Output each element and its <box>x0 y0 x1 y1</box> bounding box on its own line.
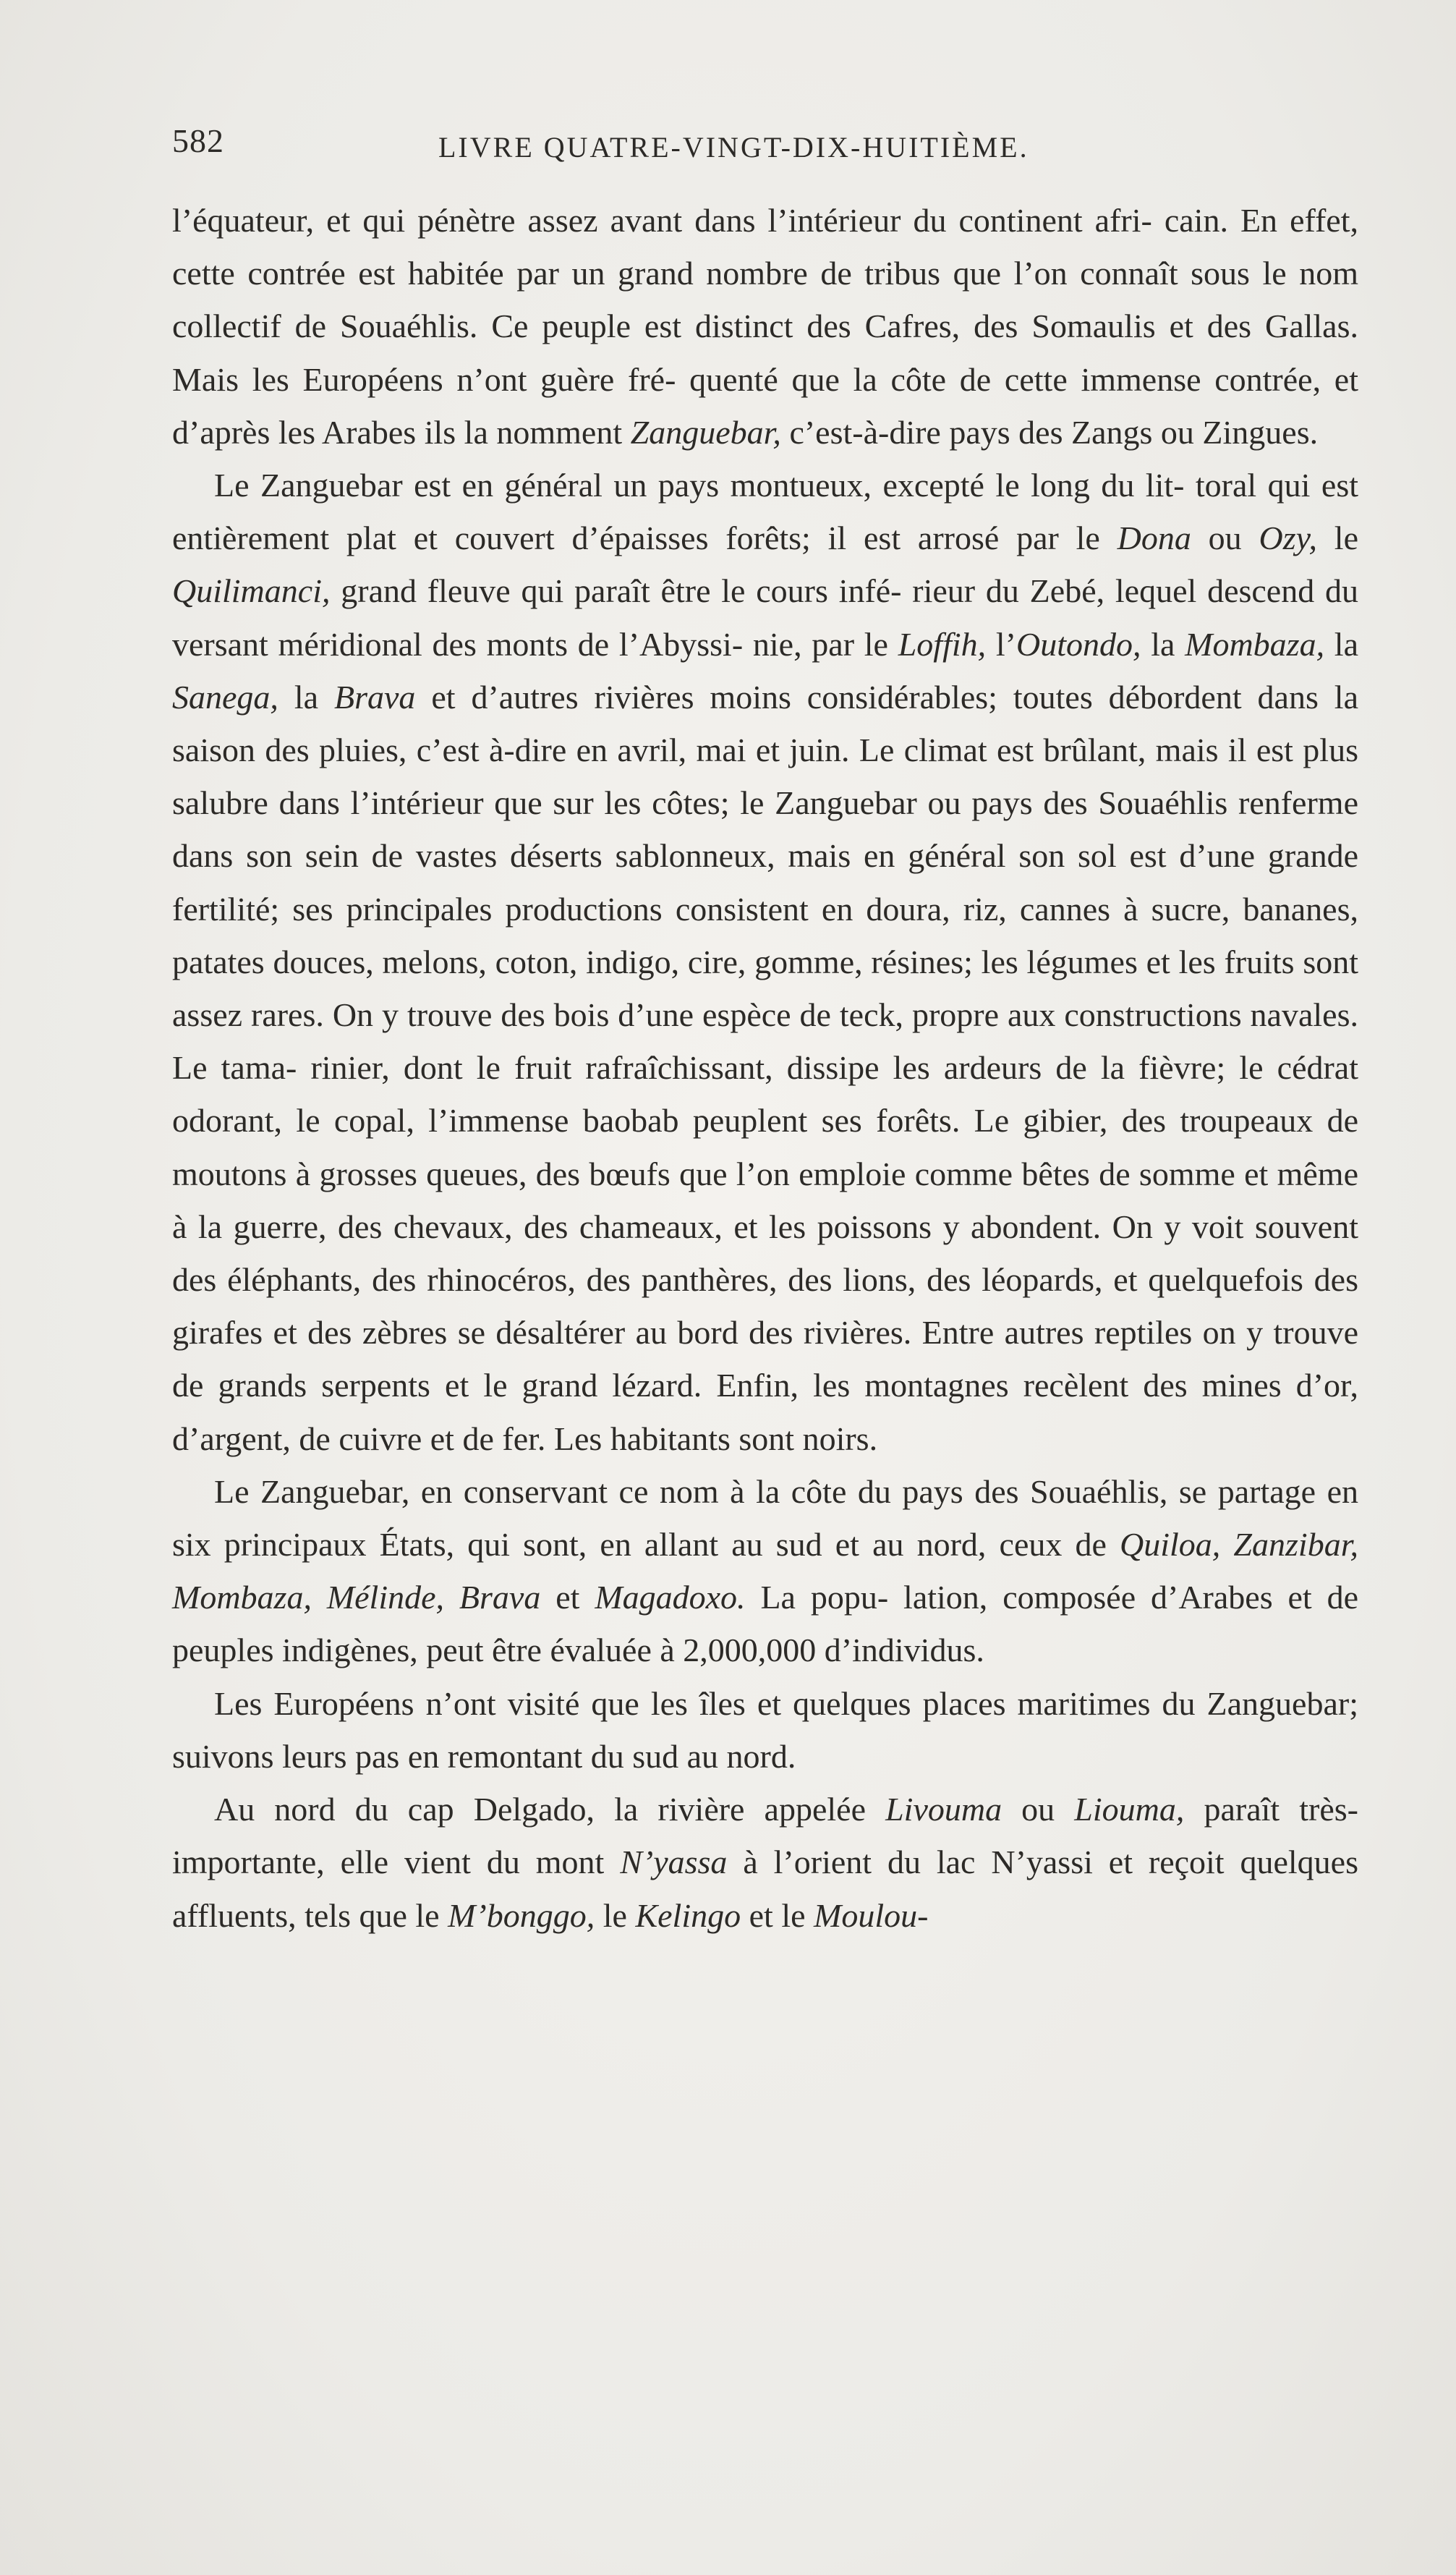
text-run: l’ <box>986 625 1016 663</box>
text-run: le <box>595 1896 636 1934</box>
italic-run: Ozy, <box>1259 519 1317 557</box>
text-run: paraît très-importante, elle vient du mont <box>172 1791 1359 1881</box>
text-run: la <box>278 678 334 716</box>
text-run: Les Européens n’ont visité que les îles et quelques places maritimes du Zanguebar; suivons leurs pas en remontant du sud au nord. <box>172 1684 1358 1775</box>
text-run: La popu- lation, composée d’Arabes et de peuples indigènes, peut être évaluée à 2,000,000 d’individus. <box>172 1579 1358 1669</box>
text-run: grand fleuve qui paraît être le cours infé- rieur du Zebé, lequel descend du versant méridional des monts de l’Abyssi- nie, par le <box>172 572 1358 663</box>
page-number: 582 <box>172 122 224 159</box>
italic-run: Kelingo <box>635 1896 741 1934</box>
italic-run: Quiloa, Zanzibar, Mombaza, Mélinde, Brava <box>172 1526 1358 1616</box>
italic-run: Liouma, <box>1074 1791 1185 1828</box>
italic-run: N’yassa <box>620 1844 728 1881</box>
italic-run: Loffih, <box>898 625 987 663</box>
running-title: LIVRE QUATRE-VINGT-DIX-HUITIÈME. <box>438 131 1029 164</box>
text-run: et le <box>741 1896 814 1934</box>
paragraph <box>172 1677 1358 1783</box>
italic-run: Outondo, <box>1016 625 1141 663</box>
page-header <box>172 122 1358 172</box>
italic-run: M’bonggo, <box>448 1896 595 1934</box>
italic-run: Zanguebar, <box>630 413 781 451</box>
text-run: ou <box>1191 519 1259 557</box>
text-run: l’équateur, et qui pénètre assez avant dans l’intérieur du continent afri- cain. En effet, cette contrée est habitée par un grand nombre de tribus que l’on connaît sous le nom collectif de Souaéhlis. Ce peuple est distinct des Cafres, des Somaulis et des Gallas. Mais les Européens n’ont guère fré- quenté que la côte de cette immense contrée, et d’après les Arabes ils la nomment <box>172 202 1358 451</box>
text-run: c’est-à-dire pays des Zangs ou Zingues. <box>780 413 1319 451</box>
text-run: la <box>1324 625 1359 663</box>
body-text <box>172 194 1358 1942</box>
text-run: et d’autres rivières moins considérables; toutes débordent dans la saison des pluies, c’est à-dire en avril, mai et juin. Le climat est brûlant, mais il est plus salubre dans l’intérieur que sur les côtes; le Zanguebar ou pays des Souaéhlis renferme dans son sein de vastes déserts sablonneux, mais en général son sol est d’une grande fertilité; ses principales productions consistent en doura, riz, cannes à sucre, bananes, patates douces, melons, coton, indigo, cire, gomme, résines; les légumes et les fruits sont assez rares. On y trouve des bois d’une espèce de teck, propre aux constructions navales. Le tama- rinier, dont le fruit rafraîchissant, dissipe les ardeurs de la fièvre; le cédrat odorant, le copal, l’immense baobab peuplent ses forêts. Le gibier, des troupeaux de moutons à grosses queues, des bœufs que l’on emploie comme bêtes de somme et même à la guerre, des chevaux, des chameaux, et les poissons y abondent. On y voit souvent des éléphants, des rhinocéros, des panthères, des lions, des léopards, et quelquefois des girafes et des zèbres se désaltérer au bord des rivières. Entre autres reptiles on y trouve de grands serpents et le grand lézard. Enfin, les montagnes recèlent des mines d’or, d’argent, de cuivre et de fer. Les habitants sont noirs. <box>172 678 1358 1457</box>
italic-run: Brava <box>333 678 416 716</box>
paragraph <box>172 459 1358 1465</box>
italic-run: Dona <box>1117 519 1191 557</box>
text-run: à l’orient du lac N’yassi et reçoit quelques affluents, tels que le <box>172 1844 1359 1934</box>
text-run: ou <box>1002 1791 1075 1828</box>
italic-run: Sanega, <box>172 678 278 716</box>
text-run: Le Zanguebar est en général un pays montueux, excepté le long du lit- toral qui est entièrement plat et couvert d’épaisses forêts; il est arrosé par le <box>172 467 1358 557</box>
text-run: Au nord du cap Delgado, la rivière appelée <box>214 1791 886 1828</box>
paragraph <box>172 1465 1358 1677</box>
text-run: Le Zanguebar, en conservant ce nom à la côte du pays des Souaéhlis, se partage en six principaux États, qui sont, en allant au sud et au nord, ceux de <box>172 1472 1358 1564</box>
italic-run: Quilimanci, <box>172 572 331 610</box>
text-run: la <box>1141 625 1185 663</box>
text-run: et <box>540 1579 595 1616</box>
italic-run: Livouma <box>885 1791 1002 1828</box>
italic-run: Mombaza, <box>1185 625 1325 663</box>
italic-run: Moulou- <box>814 1896 929 1934</box>
text-run: le <box>1317 519 1359 557</box>
italic-run: Magadoxo. <box>595 1579 746 1616</box>
paragraph <box>172 194 1358 459</box>
paragraph <box>172 1783 1358 1942</box>
